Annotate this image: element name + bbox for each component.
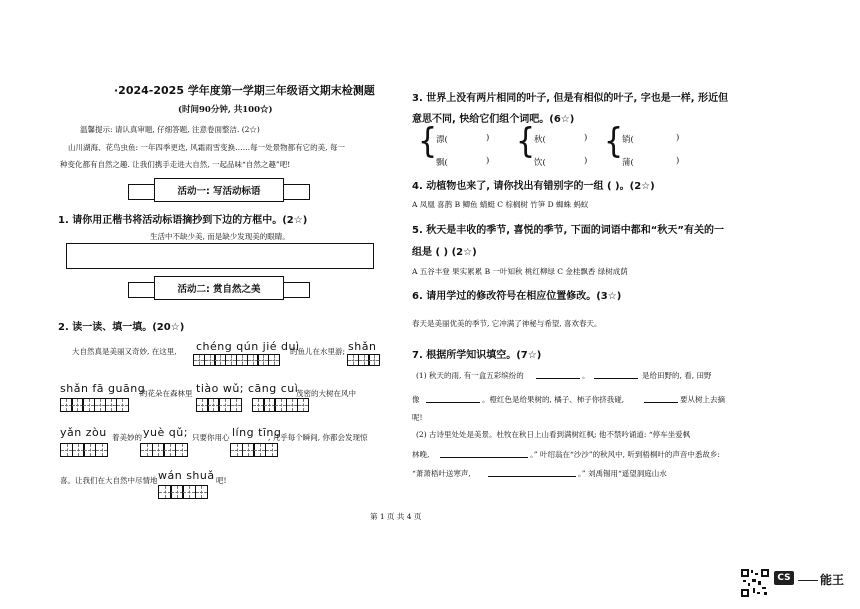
fill-blank[interactable] <box>440 457 528 458</box>
answer-grid-2[interactable] <box>347 354 379 366</box>
question-5-line-1: 5. 秋天是丰收的季节, 喜悦的季节, 下面的词语中都和“秋天”有关的一 <box>412 225 724 236</box>
question-5-line-2: 组是 ( ) (2☆) <box>412 247 477 258</box>
fill-blank[interactable] <box>488 476 576 477</box>
q7-2-part-e: 。” 刘禹锡用“遥望洞庭山水 <box>578 469 667 478</box>
grid-cell[interactable] <box>116 398 129 412</box>
passage-f: , 几乎每个瞬间, 你都会发现惊 <box>268 433 368 442</box>
pinyin-2: shǎn <box>348 340 377 353</box>
question-5-options: A 五谷丰登 果实累累 B 一叶知秋 桃红柳绿 C 金桂飘香 绿树成荫 <box>412 267 628 276</box>
pinyin-1: chéng qún jié duì <box>196 340 300 353</box>
activity-banner-1 <box>128 176 310 206</box>
passage-e: 只要你用心 <box>192 433 230 442</box>
grid-cell[interactable] <box>95 443 108 457</box>
question-2: 2. 读一读、填一填。(20☆) <box>58 322 185 333</box>
q7-2-part-c: 。” 叶绍翁在“沙沙”的秋风中, 听到梧桐叶的声音中悉故乡: <box>530 450 720 459</box>
pinyin-7: líng tīng <box>232 426 282 439</box>
answer-grid-7[interactable] <box>140 443 187 457</box>
fill-blank[interactable] <box>536 378 580 379</box>
close-paren: ) <box>584 156 588 166</box>
pair-3-bottom: 蒲( <box>622 158 634 168</box>
brace-icon: { <box>604 121 624 162</box>
question-3-line-2: 意思不同, 快给它们组个词吧。(6☆) <box>412 114 575 125</box>
passage-c: 茂密的大树在风中 <box>296 389 356 398</box>
close-paren: ) <box>486 156 490 166</box>
q7-1-part-b: 。 <box>582 371 590 380</box>
q7-1-part-e: 。橙红色是给果树的, 橘子、柿子你挤我碰, <box>482 395 625 404</box>
pinyin-6: yuè qǔ; <box>143 426 188 439</box>
pair-2-bottom: 饮( <box>534 158 546 168</box>
question-7: 7. 根据所学知识填空。(7☆) <box>412 350 542 361</box>
slogan-text: 生活中不缺少美, 而是缺少发现美的眼睛。 <box>150 232 290 241</box>
passage-h: 吧! <box>216 476 227 485</box>
passage-start: 大自然真是美丽又奇妙, 在这里, <box>72 347 177 356</box>
exam-title: ·2024-2025 学年度第一学期三年级语文期末检测题 <box>114 84 375 97</box>
question-4: 4. 动植物也来了, 请你找出有错别字的一组 ( )。(2☆) <box>412 181 655 192</box>
question-6: 6. 请用学过的修改符号在相应位置修改。(3☆) <box>412 291 622 302</box>
banner-2-label: 活动二: 赏自然之美 <box>154 276 284 300</box>
q7-1-part-a: (1) 秋天的雨, 有一盒五彩缤纷的 <box>416 371 524 380</box>
question-3-line-1: 3. 世界上没有两片相同的叶子, 但是有相似的叶子, 字也是一样, 形近但 <box>412 93 729 104</box>
close-paren: ) <box>676 156 680 166</box>
pair-3-top: 销( <box>622 135 634 145</box>
answer-grid-8[interactable] <box>230 443 277 457</box>
brace-icon: { <box>418 121 438 162</box>
answer-grid-9[interactable] <box>158 485 207 499</box>
passage-d: 着美妙的 <box>112 433 142 442</box>
grid-cell[interactable] <box>297 398 310 412</box>
grid-cell[interactable] <box>368 354 380 366</box>
pair-1-bottom: 飘( <box>436 158 448 168</box>
pair-2-top: 秋( <box>534 135 546 145</box>
pinyin-3: shǎn fā guāng <box>60 382 146 395</box>
fill-blank[interactable] <box>594 378 638 379</box>
q7-1-part-d: 像 <box>412 395 420 404</box>
banner-1-label: 活动一: 写活动标语 <box>154 178 284 202</box>
answer-grid-4[interactable] <box>196 398 241 412</box>
activity-banner-2 <box>128 274 310 304</box>
fill-blank[interactable] <box>644 402 678 403</box>
grid-cell[interactable] <box>268 354 280 366</box>
divider <box>798 580 818 581</box>
q7-2-part-d: “萧萧梧叶送寒声, <box>412 469 471 478</box>
question-1: 1. 请你用正楷书将活动标语摘抄到下边的方框中。(2☆) <box>58 215 308 226</box>
pair-1-top: 漂( <box>436 135 448 145</box>
close-paren: ) <box>676 133 680 143</box>
passage-g: 喜。让我们在大自然中尽情地 <box>60 476 158 485</box>
question-4-options: A 凤凰 喜鹊 B 鲫鱼 蜻蜓 C 棕榈树 竹笋 D 蜘蛛 蚂蚁 <box>412 200 589 209</box>
passage-a: 的鱼儿在水里游; <box>290 347 346 356</box>
q7-1-part-g: 呢! <box>412 413 423 422</box>
close-paren: ) <box>584 133 588 143</box>
q7-1-part-c: 是给田野的, 看, 田野 <box>642 371 712 380</box>
tip-text: 温馨提示: 请认真审题, 仔细答题, 注意卷面整洁. (2☆) <box>80 125 260 134</box>
exam-subtitle: (时间90分钟, 共100☆) <box>178 105 273 115</box>
slogan-copy-box[interactable] <box>66 243 374 269</box>
answer-grid-5[interactable] <box>252 398 308 412</box>
brace-icon: { <box>516 121 536 162</box>
passage-b: 的花朵在森林里 <box>140 389 193 398</box>
q7-2-part-a: (2) 古诗里处处是美景。杜牧在秋日上山看到满树红枫; 他不禁吟诵道: “停车坐爱枫 <box>416 430 691 439</box>
fill-blank[interactable] <box>426 402 480 403</box>
page-footer: 第 1 页 共 4 页 <box>370 512 422 521</box>
pinyin-8: wán shuǎ <box>158 469 215 482</box>
qr-code-icon <box>740 568 770 598</box>
grid-cell[interactable] <box>265 443 278 457</box>
answer-grid-6[interactable] <box>60 443 107 457</box>
q7-2-part-b: 林晚, <box>412 450 430 459</box>
answer-grid-3[interactable] <box>60 398 127 412</box>
intro-line-2: 种变化都有自然之趣. 让我们携手走进大自然, 一起品味“自然之趣”吧! <box>60 160 291 169</box>
grid-cell[interactable] <box>230 398 243 412</box>
close-paren: ) <box>486 133 490 143</box>
app-name-label: 能王 <box>820 573 845 587</box>
grid-cell[interactable] <box>195 485 209 499</box>
answer-grid-1[interactable] <box>193 354 279 366</box>
question-6-text: 春天是美丽优美的季节, 它冲满了神秘与希望, 喜欢春天。 <box>412 319 602 328</box>
pinyin-4: tiào wǔ; cāng cuì <box>196 382 299 395</box>
intro-line-1: 山川湖海、花鸟虫鱼: 一年四季更迭, 风霜雨雪变换……每一处景物都有它的美, 每一 <box>68 143 345 152</box>
pinyin-5: yǎn zòu <box>60 426 107 439</box>
cs-logo-icon: CS <box>774 571 794 585</box>
q7-1-part-f: 要从树上去摘 <box>680 395 725 404</box>
grid-cell[interactable] <box>175 443 188 457</box>
